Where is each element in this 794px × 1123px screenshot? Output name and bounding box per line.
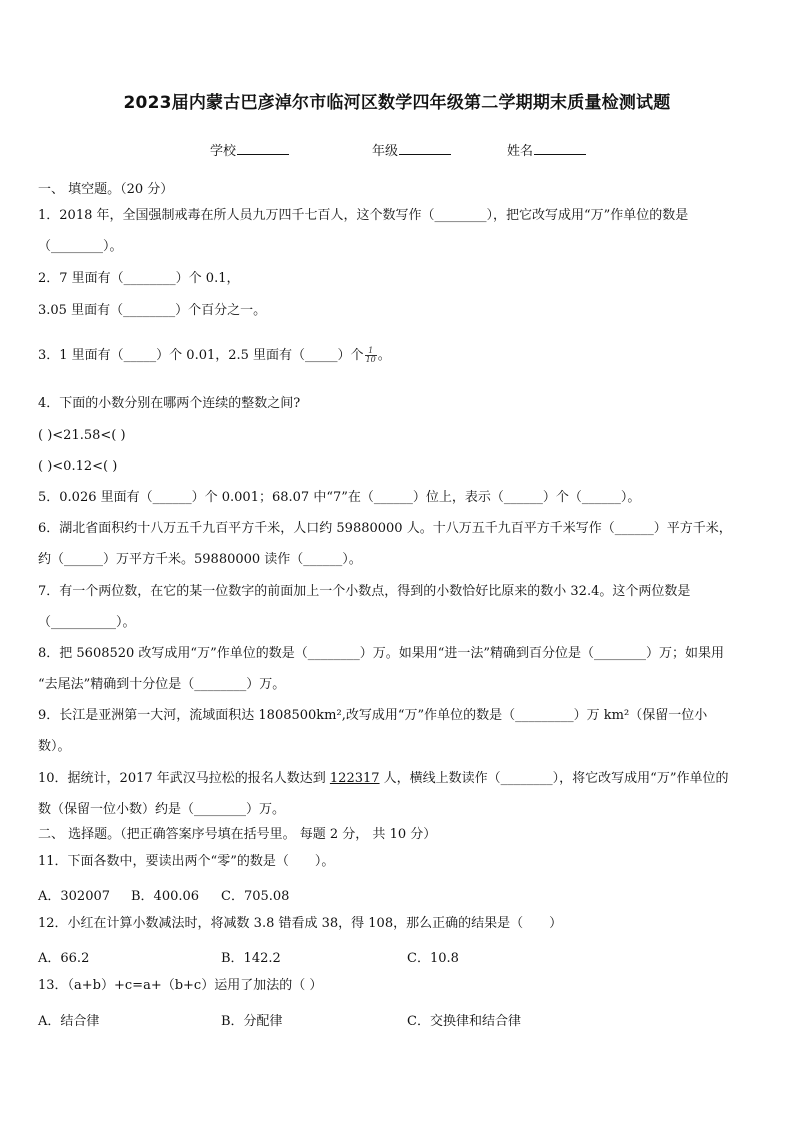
- question-8-line-1: 8．把 5608520 改写成用“万”作单位的数是（________）万。如果用“进一法”精确到百分位是（________）万；如果用: [38, 646, 725, 661]
- section-fill-blank-heading: 一、 填空题。（20 分）: [38, 182, 174, 197]
- question-12-option-c: C．10.8: [407, 951, 459, 966]
- question-13-option-a: A．结合律: [38, 1014, 100, 1029]
- section-multiple-choice-heading: 二、 选择题。（把正确答案序号填在括号里。 每题 2 分， 共 10 分）: [38, 827, 437, 842]
- question-4: 4．下面的小数分别在哪两个连续的整数之间?: [38, 396, 301, 411]
- grade-blank: [399, 142, 451, 155]
- school-blank: [237, 142, 289, 155]
- question-13-option-c: C．交换律和结合律: [407, 1014, 521, 1029]
- question-6-line-1: 6．湖北省面积约十八万五千九百平方千米，人口约 59880000 人。十八万五千九百平方千米写作（______）平方千米，: [38, 521, 732, 536]
- question-12: 12．小红在计算小数减法时，将减数 3.8 错看成 38，得 108，那么正确的结果是（ ）: [38, 916, 563, 931]
- school-label: 学校: [210, 144, 237, 159]
- question-9-line-2: 数）。: [38, 739, 71, 754]
- question-1-line-1: 1．2018 年，全国强制戒毒在所人员九万四千七百人，这个数写作（________），把它改写成用“万”作单位的数是: [38, 208, 689, 223]
- question-12-option-b: B．142.2: [221, 951, 281, 966]
- question-4-part-b: ( )<0.12<( ): [38, 459, 118, 474]
- page-title: 2023届内蒙古巴彦淖尔市临河区数学四年级第二学期期末质量检测试题: [123, 93, 671, 113]
- question-2-line-2: 3.05 里面有（________）个百分之一。: [38, 303, 267, 318]
- school-field: [210, 140, 289, 159]
- question-10-line-2: 数（保留一位小数）约是（________）万。: [38, 802, 286, 817]
- question-9-line-1: 9．长江是亚洲第一大河，流域面积达 1808500km²,改写成用“万”作单位的数是（_________）万 km²（保留一位小: [38, 708, 708, 723]
- name-label: 姓名: [507, 144, 534, 159]
- grade-field: [372, 140, 451, 159]
- question-13-option-b: B．分配律: [221, 1014, 283, 1029]
- question-2-line-1: 2．7 里面有（________）个 0.1，: [38, 271, 240, 286]
- question-5: 5．0.026 里面有（______）个 0.001；68.07 中“7”在（______）位上，表示（______）个（______）。: [38, 490, 641, 505]
- question-11-option-a: A．302007: [38, 889, 111, 904]
- grade-label: 年级: [372, 144, 399, 159]
- question-6-line-2: 约（______）万平方千米。59880000 读作（______）。: [38, 552, 362, 567]
- name-blank: [534, 142, 586, 155]
- question-1-line-2: （________）。: [38, 239, 123, 254]
- question-3-text: 3．1 里面有（_____）个 0.01，2.5 里面有（_____）个: [38, 348, 364, 363]
- question-4-part-a: ( )<21.58<( ): [38, 428, 126, 443]
- question-11-option-c: C．705.08: [221, 889, 290, 904]
- question-11: 11．下面各数中，要读出两个“零”的数是（ ）。: [38, 854, 335, 869]
- question-13: 13．（a+b）+c=a+（b+c）运用了加法的（ ）: [38, 978, 323, 993]
- fraction-one-tenth: $\frac{1}{10}$: [365, 346, 376, 364]
- question-7-line-1: 7．有一个两位数，在它的某一位数字的前面加上一个小数点，得到的小数恰好比原来的数小 32.4。这个两位数是: [38, 584, 691, 599]
- question-11-option-b: B．400.06: [131, 889, 200, 904]
- question-8-line-2: “去尾法”精确到十分位是（________）万。: [38, 677, 286, 692]
- question-10-line-1: 10．据统计，2017 年武汉马拉松的报名人数达到 122317 人，横线上数读作（________），将它改写成用“万”作单位的: [38, 771, 729, 786]
- question-3: 3．1 里面有（_____）个 0.01，2.5 里面有（_____）个 $\frac{1}{10}$ 。: [38, 346, 391, 364]
- question-7-line-2: （__________）。: [38, 615, 136, 630]
- name-field: [507, 140, 586, 159]
- underlined-number: 122317: [329, 771, 380, 786]
- question-12-option-a: A．66.2: [38, 951, 90, 966]
